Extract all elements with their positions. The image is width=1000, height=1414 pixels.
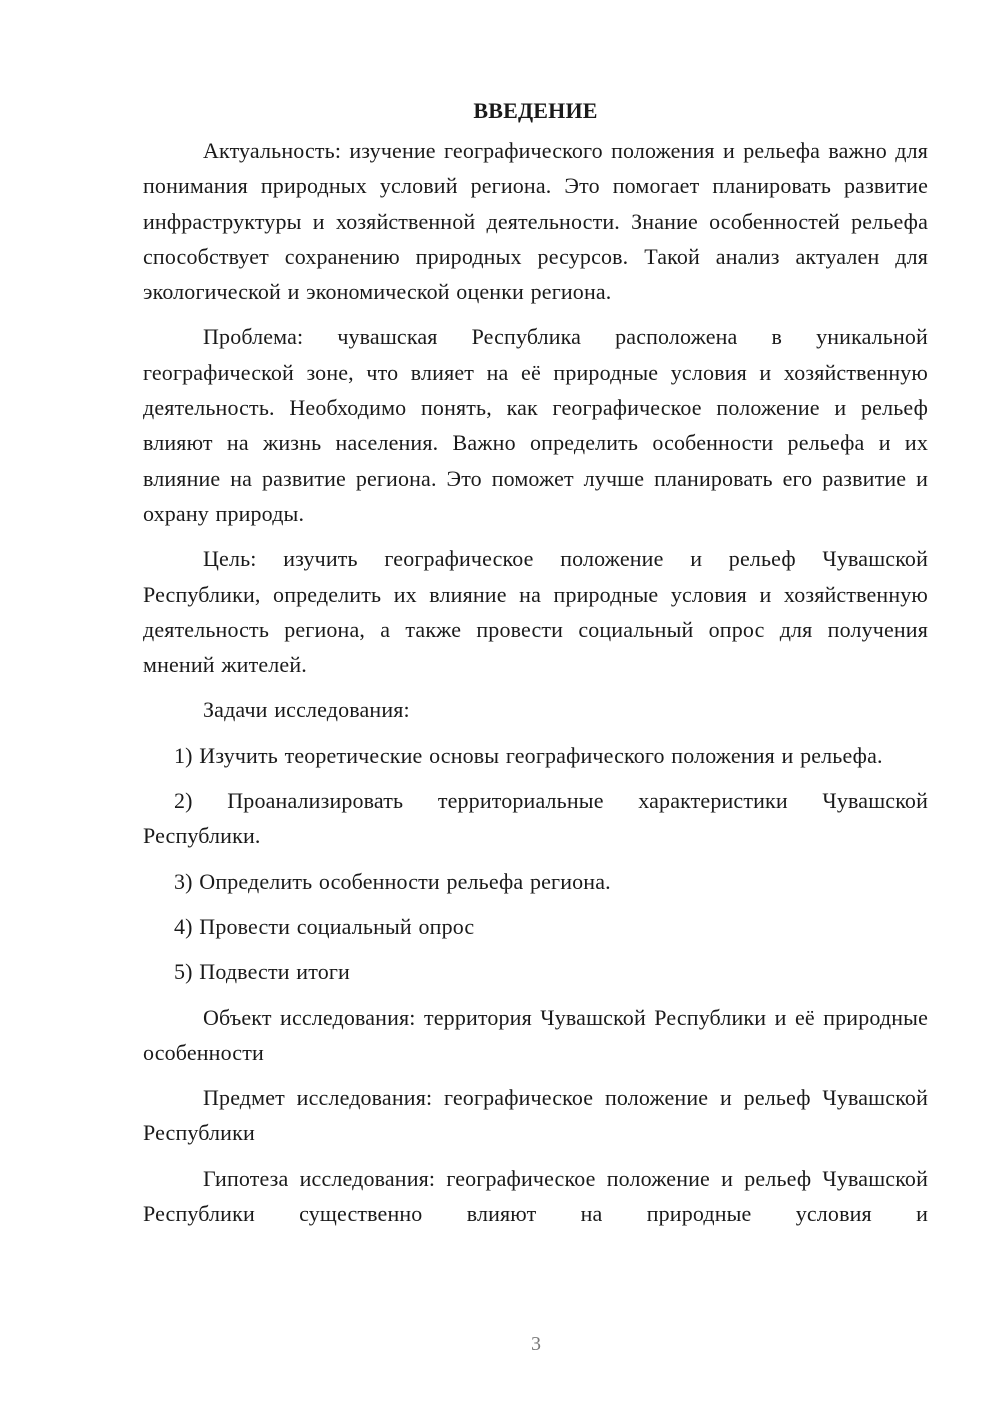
section-title: ВВЕДЕНИЕ [473, 98, 598, 123]
task-item-2: 2) Проанализировать территориальные характеристики Чувашской Республики. [143, 788, 928, 849]
paragraph-subject: Предмет исследования: географическое положение и рельеф Чувашской Республики [143, 1085, 928, 1146]
task-item-4: 4) Провести социальный опрос [174, 913, 475, 939]
task-item-3: 3) Определить особенности рельефа региона. [174, 868, 611, 894]
paragraph-goal: Цель: изучить географическое положение и рельеф Чувашской Республики, определить их влияние на природные условия и хозяйственную деятельность региона, а также провести социальный опрос для получения мнений жителей. [143, 546, 928, 678]
task-item-5: 5) Подвести итоги [174, 959, 350, 985]
paragraph-relevance: Актуальность: изучение географического положения и рельефа важно для понимания природных условий региона. Это помогает планировать развитие инфраструктуры и хозяйственной деятельности. Знание особенностей рельефа способствует сохранению природных ресурсов. Такой анализ актуален для экологической и экономической оценки региона. [143, 138, 928, 305]
document-page [143, 94, 928, 1231]
paragraph-hypothesis: Гипотеза исследования: географическое положение и рельеф Чувашской Республики существенно влияют на природные условия и [143, 1165, 928, 1227]
paragraph-object: Объект исследования: территория Чувашской Республики и её природные особенности [143, 1004, 928, 1065]
tasks-heading: Задачи исследования: [203, 697, 410, 723]
paragraph-problem: Проблема: чувашская Республика расположена в уникальной географической зоне, что влияет на её природные условия и хозяйственную деятельность. Необходимо понять, как географическое положение и рельеф влияют на жизнь населения. Важно определить особенности рельефа и их влияние на развитие региона. Это поможет лучше планировать его развитие и охрану природы. [143, 324, 928, 526]
page-number: 3 [531, 1333, 541, 1355]
task-item-1: 1) Изучить теоретические основы географического положения и рельефа. [174, 742, 883, 768]
